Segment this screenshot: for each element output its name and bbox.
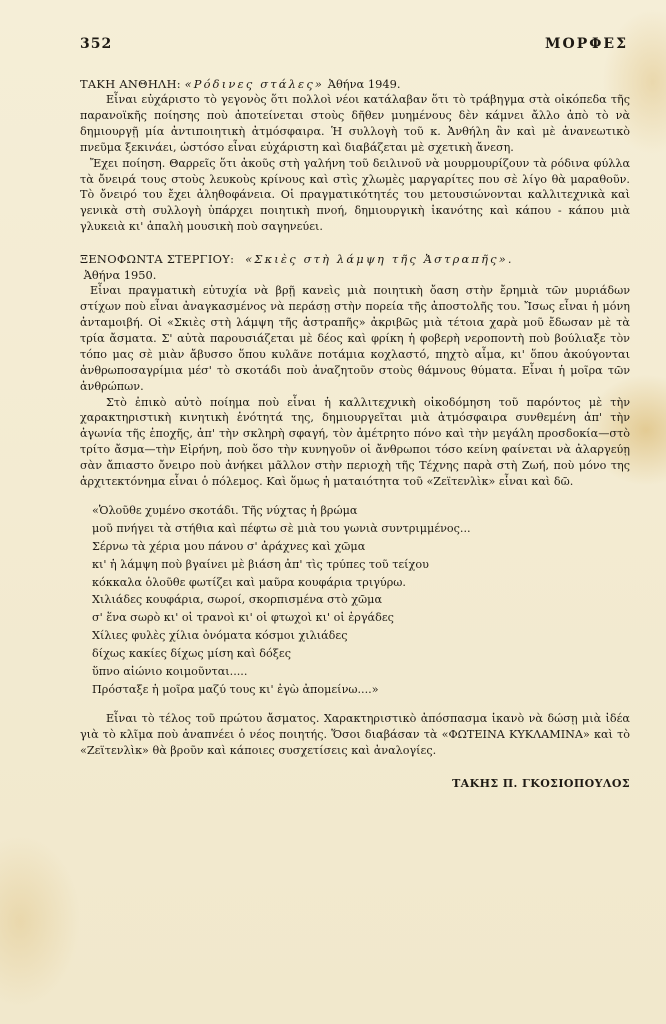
- review-place-year: Ἀθήνα 1949.: [327, 77, 401, 91]
- poem-line: κι' ἡ λάμψη ποὺ βγαίνει μὲ βιάση ἀπ' τὶς τρύπες τοῦ τείχου: [92, 557, 429, 571]
- review-place-year: Ἀθήνα 1950.: [83, 268, 157, 283]
- page-body: [80, 76, 630, 790]
- author-signature: ΤΑΚΗΣ Π. ΓΚΟΣΙΟΠΟΥΛΟΣ: [452, 776, 630, 790]
- running-header: [80, 36, 628, 56]
- review-author: ΞΕΝΟΦΩΝΤΑ ΣΤΕΡΓΙΟΥ:: [80, 252, 235, 267]
- review-paragraph: Εἶναι εὐχάριστο τὸ γεγονὸς ὅτι πολλοὶ νέοι κατάλαβαν ὅτι τὸ τράβηγμα στὰ οἰκόπεδα τῆς παρανοϊκῆς ποίησης ποὺ ἀποτείνεται στοὺς δῆθεν μυημένους δὲν κάμνει ἄλλο ἀπὸ τὸ νὰ δημιουργῇ μία ἀντιποιητικὴ ἀτμόσφαιρα. Ἡ συλλογὴ τοῦ κ. Ἀνθήλη ἂν καὶ μὲ ἀνανεωτικὸ πνεῦμα ξεκινάει, ὡστόσο εἶναι εὐχάριστη καὶ διαβάζεται μὲ σχετικὴ ἄνεση.: [80, 93, 630, 154]
- poem-line: Σέρνω τὰ χέρια μου πάνου σ' ἀράχνες καὶ χῶμα: [92, 539, 366, 553]
- poem-excerpt: [92, 502, 630, 699]
- closing-paragraph: Εἶναι τὸ τέλος τοῦ πρώτου ἄσματος. Χαρακτηριστικὸ ἀπόσπασμα ἱκανὸ νὰ δώσῃ μιὰ ἰδέα γιὰ τὸ κλῖμα ποὺ ἀναπνέει ὁ νέος ποιητής. Ὅσοι διαβάσαν τὰ «ΦΩΤΕΙΝΑ ΚΥΚΛΑΜΙΝΑ» καὶ τὸ «Ζεϊτενλὶκ» θὰ βροῦν καὶ κάποιες συσχετίσεις καὶ ἀναλογίες.: [80, 711, 630, 757]
- poem-line: Χίλιες φυλὲς χίλια ὀνόματα κόσμοι χιλιάδες: [92, 629, 348, 643]
- review-heading-2: [80, 251, 630, 283]
- review-book-title: «Σκιὲς στὴ λάμψη τῆς Ἀστραπῆς».: [245, 252, 514, 267]
- poem-line: μοῦ πνήγει τὰ στήθια καὶ πέφτω σὲ μιὰ του γωνιὰ συντριμμένος...: [92, 521, 471, 535]
- poem-line: «Ὁλοῦθε χυμένο σκοτάδι. Τῆς νύχτας ἡ βρώμα: [92, 503, 358, 517]
- poem-line: ὕπνο αἰώνιο κοιμοῦνται.....: [92, 665, 248, 679]
- poem-line: σ' ἕνα σωρὸ κι' οἱ τρανοὶ κι' οἱ φτωχοὶ κι' οἱ ἐργάδες: [92, 611, 394, 625]
- review-paragraph: Στὸ ἐπικὸ αὐτὸ ποίημα ποὺ εἶναι ἡ καλλιτεχνικὴ οἰκοδόμηση τοῦ παρόντος μὲ τὴν χαρακτηριστικὴ κινητικὴ ἑνότητά της, δημιουργεῖται μιὰ ἀτμόσφαιρα συνθεμένη ἀπ' τὴν ἀγωνία τῆς ἐποχῆς, ἀπ' τὴν σκληρὴ σφαγή, τὸν ἀμέτρητο πόνο καὶ τὴν μεγάλη προσδοκία—στὸ τρίτο ἄσμα—τὴν Εἰρήνη, ποὺ ὅσο τὴν κυνηγοῦν οἱ ἄνθρωποι τόσο κείνη φαίνεται νὰ ἀλαργεύῃ σὰν ἄπιαστο ὄνειρο ποὺ ἀνήκει μᾶλλον στὴν περιοχὴ τῆς Τέχνης παρὰ στὴ Ζωή, ποὺ μόνο της ἀρχιτεκτόνημα εἶναι ὁ πόλεμος. Καὶ ὅμως ἡ ματαιότητα τοῦ «Ζεϊτενλὶκ» εἶναι καὶ δῶ.: [80, 395, 630, 489]
- magazine-title: ΜΟΡΦΕΣ: [545, 36, 628, 52]
- poem-line: δίχως κακίες δίχως μίση καὶ δόξες: [92, 647, 291, 661]
- review-paragraph: Ἔχει ποίηση. Θαρρεῖς ὅτι ἀκοῦς στὴ γαλήνη τοῦ δειλινοῦ νὰ μουρμουρίζουν τὰ ρόδινα φύλλα τὰ ὄνειρά τους στοὺς λευκοὺς κρίνους καὶ στὶς χλωμὲς μαργαρίτες που σὲ λίγο θὰ μαραθοῦν. Τὸ ὄνειρό του ἔχει ἀληθοφάνεια. Οἱ πραγματικότητές του μετουσιώνονται καλλιτεχνικὰ καὶ γενικὰ στὴ συλλογὴ ὑπάρχει ποιητικὴ πνοή, δημιουργικὴ ἱκανότης καὶ κάπου - κάπου μιὰ γλυκειὰ κι' ἁπαλὴ μουσικὴ ποὺ σαγηνεύει.: [80, 156, 630, 234]
- page-number: 352: [80, 36, 113, 52]
- poem-line: Πρόσταξε ἡ μοῖρα μαζύ τους κι' ἐγὼ ἀπομείνω....»: [92, 683, 379, 696]
- review-book-title: «Ρόδινες στάλες»: [184, 77, 325, 91]
- poem-line: κόκκαλα ὁλοῦθε φωτίζει καὶ μαῦρα κουφάρια τριγύρω.: [92, 575, 406, 589]
- poem-line: Χιλιάδες κουφάρια, σωροί, σκορπισμένα στὸ χῶμα: [92, 593, 382, 607]
- review-author: ΤΑΚΗ ΑΝΘΗΛΗ:: [80, 77, 181, 91]
- review-heading-1: [80, 76, 630, 92]
- review-paragraph: Εἶναι πραγματικὴ εὐτυχία νὰ βρῇ κανεὶς μιὰ ποιητικὴ ὄαση στὴν ἔρημιὰ τῶν μυριάδων στίχων ποὺ εἶναι ἀναγκασμένος νὰ περάσῃ στὴν πορεία τῆς ἀποστολῆς του. Ἴσως εἶναι ἡ μόνη ἀνταμοιβή. Οἱ «Σκιὲς στὴ λάμψη τῆς ἀστραπῆς» ἀκριβῶς μιὰ τέτοια χαρὰ μοῦ ἔδωσαν μὲ τὰ τρία ἄσματα. Σ' αὐτὰ παρουσιάζεται μὲ δέος καὶ φρίκη ἡ φοβερὴ νεροποντὴ ποὺ βούλιαξε τὸν τόπο μας σὲ μιὰν ἄβυσσο ὅπου κυλᾶνε ποτάμια κοχλαστό, πηχτὸ αἷμα, κι' ὅπου ἀκούγονται ἀνθρωποσαγρίμια μέσ' τὸ σκοτάδι ποὺ ἀναζητοῦν στοὺς θάμνους θύματα. Εἶναι ἡ μοῖρα τῶν ἀνθρώπων.: [80, 284, 630, 393]
